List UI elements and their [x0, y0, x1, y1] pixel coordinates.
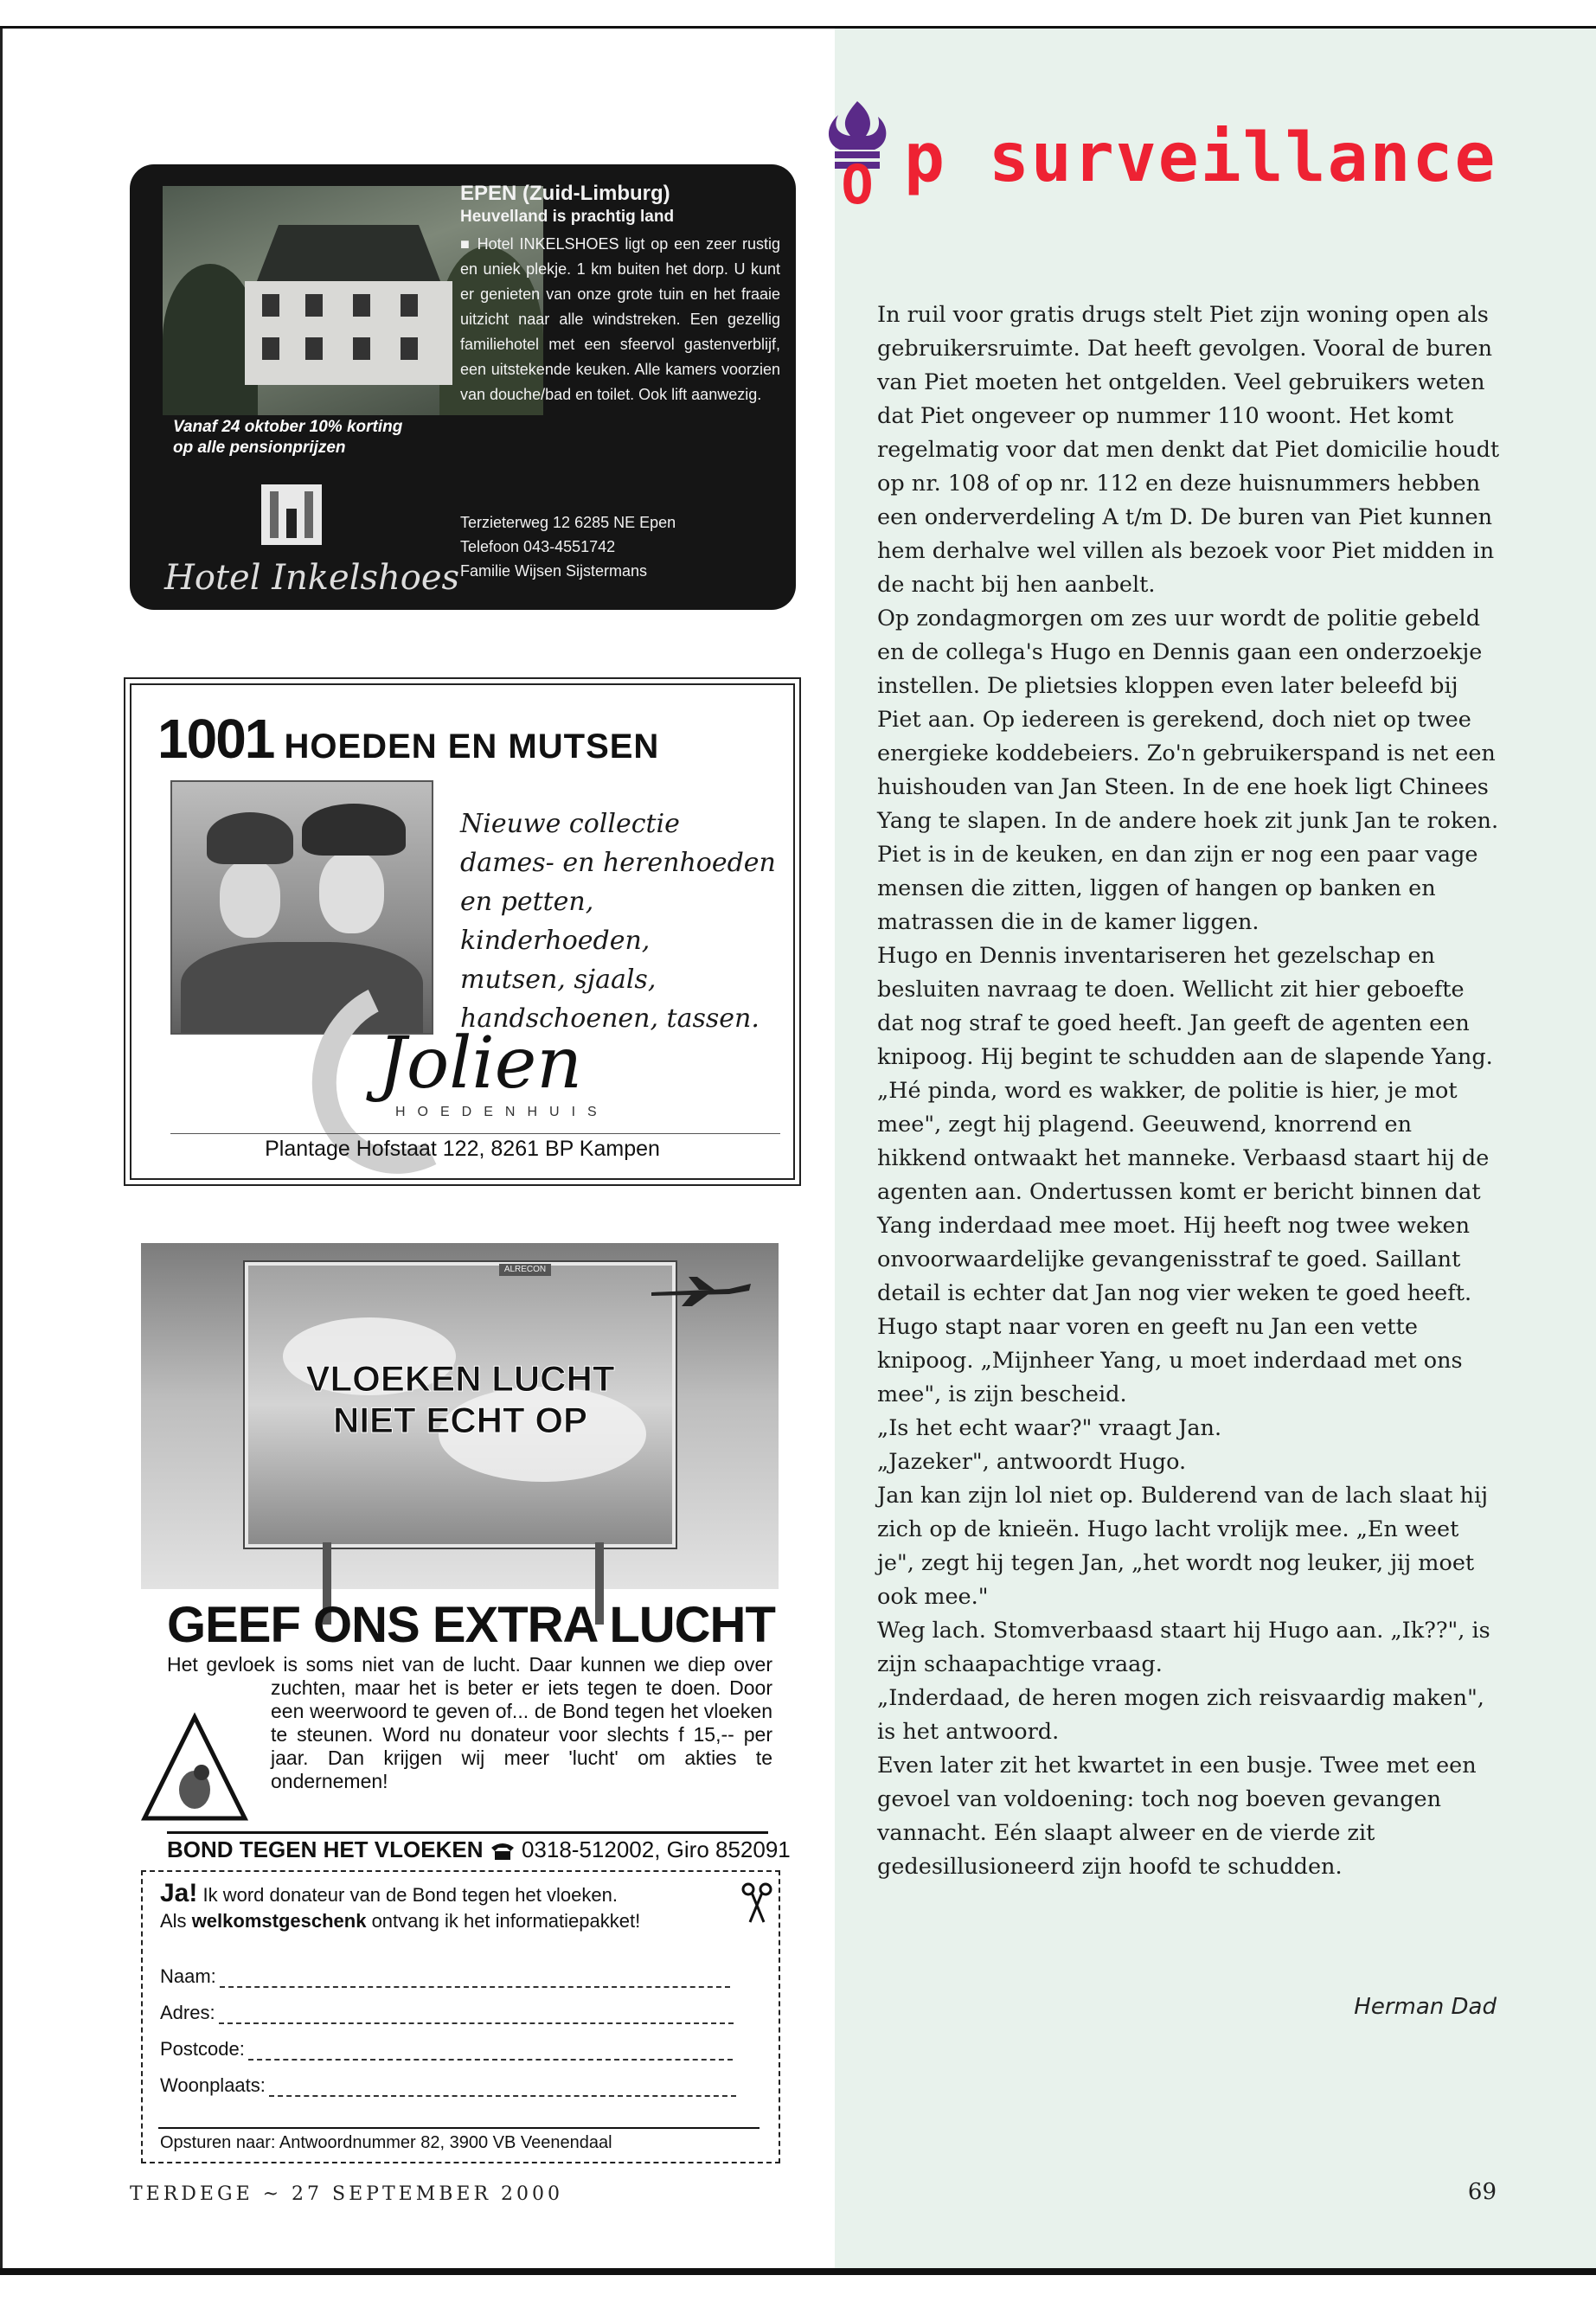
- bottom-rule: [0, 2268, 1596, 2275]
- phone-icon: [490, 1841, 516, 1862]
- article-paragraph: „Jazeker", antwoordt Hugo.: [877, 1449, 1187, 1475]
- hotel-name: Hotel Inkelshoes: [164, 558, 460, 598]
- article-paragraph: Hugo stapt naar voren en geeft nu Jan een vette knipoog. „Mijnheer Yang, u moet inderdaad met ons mee", is zijn bescheid.: [877, 1314, 1463, 1407]
- billboard: [245, 1262, 676, 1548]
- jolien-brand-subtitle: HOEDENHUIS: [395, 1105, 609, 1119]
- page-number: 69: [1467, 2179, 1497, 2205]
- publication-footer: TERDEGE ~ 27 SEPTEMBER 2000: [130, 2183, 564, 2205]
- billboard-tag: ALRECON: [499, 1264, 551, 1276]
- hotel-discount-text: Vanaf 24 oktober 10% korting op alle pensionprijzen: [173, 418, 403, 457]
- coupon-line-1: Ja! Ik word donateur van de Bond tegen het vloeken.: [160, 1879, 618, 1907]
- hotel-owners: Familie Wijsen Sijstermans: [460, 562, 648, 580]
- hoeden-title: 1001 HOEDEN EN MUTSEN: [157, 708, 660, 770]
- jolien-brand: Jolien: [378, 1022, 583, 1105]
- section-initial: O: [841, 153, 874, 205]
- hotel-subhead: Heuvelland is prachtig land: [460, 208, 675, 226]
- bond-advertisement: [141, 1243, 791, 2164]
- article-body: [877, 298, 1500, 1884]
- hotel-description: ■ Hotel INKELSHOES ligt op een zeer rustig en uniek plekje. 1 km buiten het dorp. U kunt er genieten van onze grote tuin en het fraaie uitzicht naar alle windstreken. Een gezellig familiehotel met een sfeervol gastenverblijf, een uitstekende keuken. Alle kamers voorzien van douche/bad en toilet. Ook lift aanwezig.: [460, 235, 780, 403]
- airplane-icon: [647, 1273, 755, 1308]
- police-flame-logo-icon: [817, 99, 897, 205]
- warning-triangle-icon: [141, 1710, 249, 1823]
- article-paragraph: „Inderdaad, de heren mogen zich reisvaardig maken", is het antwoord.: [877, 1685, 1484, 1745]
- hoeden-slogan: Nieuwe collectie dames- en herenhoeden en petten, kinderhoeden, mutsen, sjaals, handschoenen, tassen.: [460, 809, 776, 1034]
- bond-contact-bar: [167, 1831, 791, 1865]
- name-field[interactable]: Naam:: [160, 1965, 757, 1988]
- donor-coupon-form: [141, 1870, 780, 2163]
- article-paragraph: In ruil voor gratis drugs stelt Piet zijn woning open als gebruikersruimte. Dat heeft gevolgen. Vooral de buren van Piet moeten het ontgelden. Veel gebruikers weten dat Piet ongeveer op nummer 110 woont. Het komt regelmatig voor dat men denkt dat Piet domicilie houdt op nr. 108 of op nr. 112 en deze huisnummers hebben een onderverdeling A t/m D. De buren van Piet kunnen hem derhalve wel villen als bezoek voor Piet midden in de nacht bij hen aanbelt.: [877, 302, 1500, 598]
- bond-contact: 0318-512002, Giro 852091: [521, 1836, 791, 1862]
- coupon-line-2: Als welkomstgeschenk ontvang ik het informatiepakket!: [160, 1910, 641, 1932]
- article-paragraph: Jan kan zijn lol niet op. Bulderend van de lach slaat hij zich op de knieën. Hugo lacht vrolijk mee. „En weet je", zegt hij tegen Jan, „het wordt nog leuker, jij moet ook mee.": [877, 1483, 1489, 1610]
- scissors-icon: [740, 1881, 774, 1924]
- divider: [170, 1133, 780, 1134]
- billboard-line-1: VLOEKEN LUCHT: [305, 1358, 615, 1399]
- hotel-logo-icon: [261, 484, 322, 545]
- coupon-return-address: Opsturen naar: Antwoordnummer 82, 3900 VB Veenendaal: [160, 2133, 612, 2152]
- article-paragraph: Hugo en Dennis inventariseren het gezelschap en besluiten navraag te doen. Wellicht zit hier geboefte dat nog straf te goed heeft. Jan geeft de agenten een knipoog. Hij begint te schudden aan de slapende Yang. „Hé pinda, word es wakker, de politie is hier, je mot mee", zegt hij plagend. Geeuwend, knorrend en hikkend ontwaakt het manneke. Verbaasd staart hij de agenten aan. Ondertussen komt er bericht binnen dat Yang inderdaad mee moet. Hij heeft nog twee weken onvoorwaardelijke gevangenisstraf te goed. Saillant detail is echter dat Jan nog vier weken te goed heeft.: [877, 943, 1493, 1306]
- article-author: Herman Dad: [1354, 1994, 1497, 2020]
- postcode-field[interactable]: Postcode:: [160, 2038, 757, 2061]
- article-paragraph: Weg lach. Stomverbaasd staart hij Hugo aan. „Ik??", is zijn schaapachtige vraag.: [877, 1618, 1490, 1677]
- hotel-address: Terzieterweg 12 6285 NE Epen: [460, 514, 676, 531]
- hoeden-advertisement: [130, 683, 795, 1180]
- bond-headline: GEEF ONS EXTRA LUCHT: [167, 1597, 775, 1653]
- bond-body-text: Het gevloek is soms niet van de lucht. Daar kunnen we diep over zuchten, maar het is beter er iets tegen te doen. Door een weerwoord te geven of... de Bond tegen het vloeken te steunen. Word nu donateur voor slechts f 15,-- per jaar. Dan krijgen wij meer 'lucht' om akties te ondernemen!: [167, 1653, 772, 1792]
- hotel-advertisement: [130, 164, 796, 610]
- article-paragraph: Op zondagmorgen om zes uur wordt de politie gebeld en de collega's Hugo en Dennis gaan een onderzoekje instellen. De plietsies kloppen even later beleefd bij Piet aan. Op iedereen is gerekend, doch niet op twee energieke koddebeiers. Zo'n gebruikerspand is net een huishouden van Jan Steen. In de ene hoek ligt Chinees Yang te slapen. In de andere hoek zit junk Jan te roken. Piet is in de keuken, en dan zijn er nog een paar vage mensen die zitten, liggen of hangen op banken en matrassen die in de kamer liggen.: [877, 606, 1499, 935]
- hotel-headline: EPEN (Zuid-Limburg): [460, 182, 670, 205]
- hotel-contact: [460, 510, 780, 583]
- article-paragraph: „Is het echt waar?" vraagt Jan.: [877, 1415, 1222, 1441]
- bond-org-name: BOND TEGEN HET VLOEKEN: [167, 1836, 484, 1862]
- section-title: p surveillance: [904, 119, 1497, 197]
- article-paragraph: Even later zit het kwartet in een busje. Twee met een gevoel van voldoening: toch nog boeven gevangen vannacht. Eén slaapt alweer en de vierde zit gedesillusioneerd zijn hoofd te schudden.: [877, 1753, 1477, 1880]
- billboard-line-2: NIET ECHT OP: [332, 1400, 588, 1440]
- hotel-phone: Telefoon 043-4551742: [460, 538, 616, 555]
- address-field[interactable]: Adres:: [160, 2002, 757, 2024]
- divider: [158, 2127, 760, 2129]
- city-field[interactable]: Woonplaats:: [160, 2074, 757, 2097]
- left-page-edge: [0, 29, 3, 2269]
- jolien-address: Plantage Hofstaat 122, 8261 BP Kampen: [265, 1137, 660, 1161]
